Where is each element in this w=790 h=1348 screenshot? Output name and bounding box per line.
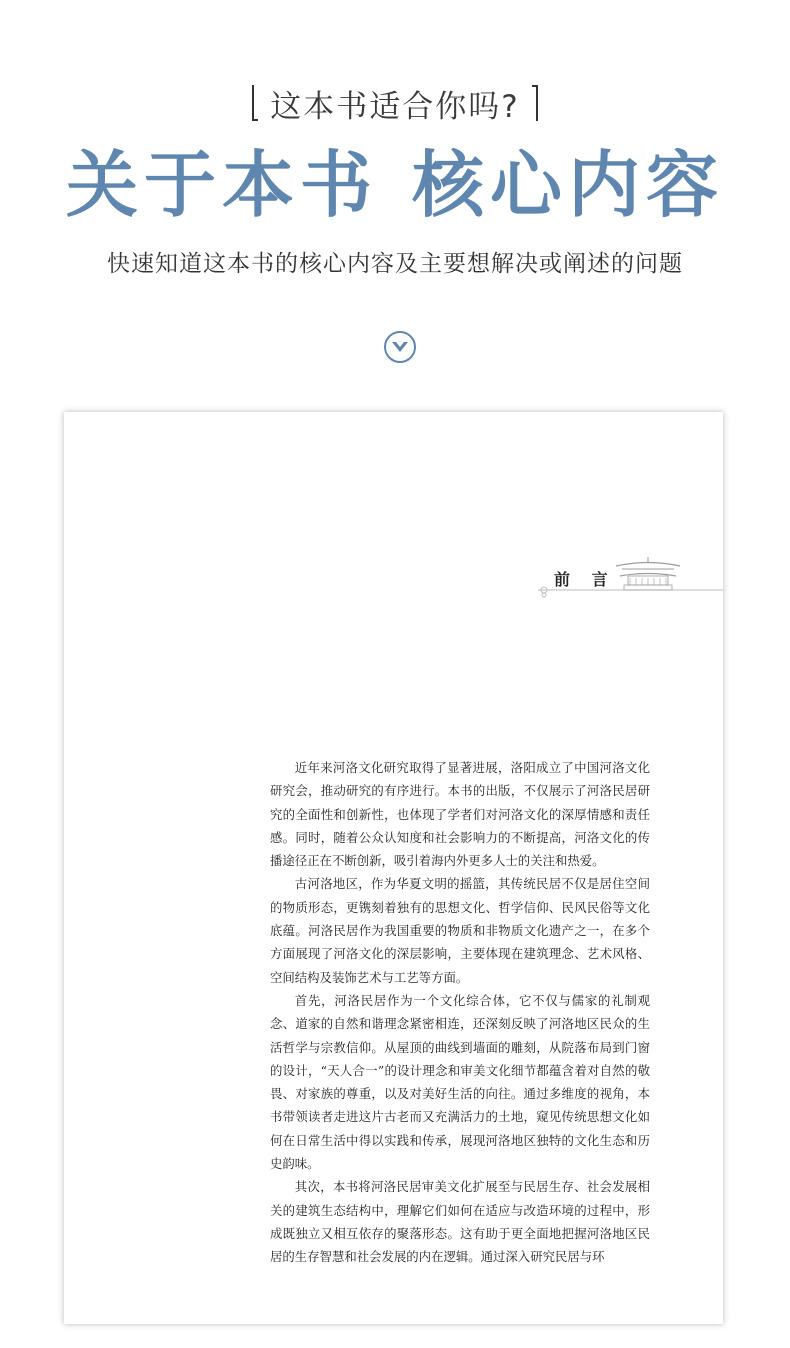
right-bracket: [532, 85, 538, 121]
title-part-core-content: 核心内容: [412, 142, 725, 227]
left-bracket: [252, 85, 258, 121]
preface-title: 前 言: [554, 570, 616, 589]
paragraph: 首先，河洛民居作为一个文化综合体，它不仅与儒家的礼制观念、道家的自然和谐理念紧密相连，还深刻反映了河洛地区民众的生活哲学与宗教信仰。从屋顶的曲线到墙面的雕刻，从院落布局到门窗的设计，“天人合一”的设计理念和审美文化细节都蕴含着对自然的敬畏、对家族的尊重，以及对美好生活的向往。通过多维度的视角，本书带领读者走进这片古老而又充满活力的土地，窥见传统思想文化如何在日常生活中得以实践和传承，展现河洛地区独特的文化生态和历史韵味。: [270, 992, 650, 1172]
title-part-about-book: 关于本书: [65, 142, 378, 227]
paragraph: 其次，本书将河洛民居审美文化扩展至与民居生存、社会发展相关的建筑生态结构中，理解它们如何在适应与改造环境的过程中，形成既独立又相互依存的聚落形态。这有助于更全面地把握河洛地区民居的生存智慧和社会发展的内在逻辑。通过深入研究民居与环: [270, 1179, 650, 1265]
header-tag: [0, 80, 790, 126]
book-page: [64, 412, 723, 1324]
subtitle: 快速知道这本书的核心内容及主要想解决或阐述的问题: [107, 251, 683, 277]
preface-body: [270, 756, 650, 1269]
header-tag-text: 这本书适合你吗?: [270, 88, 520, 125]
paragraph: 古河洛地区，作为华夏文明的摇篮，其传统民居不仅是居住空间的物质形态，更镌刻着独有的思想文化、哲学信仰、民风民俗等文化底蕴。河洛民居作为我国重要的物质和非物质文化遗产之一，在多个方面展现了河洛文化的深层影响，主要体现在建筑理念、艺术风格、空间结构及装饰艺术与工艺等方面。: [270, 876, 650, 985]
main-title: [0, 140, 790, 230]
paragraph: 近年来河洛文化研究取得了显著进展，洛阳成立了中国河洛文化研究会，推动研究的有序进行。本书的出版，不仅展示了河洛民居研究的全面性和创新性，也体现了学者们对河洛文化的深厚情感和责任感。同时，随着公众认知度和社会影响力的不断提高，河洛文化的传播途径正在不断创新，吸引着海内外更多人士的关注和热爱。: [270, 760, 650, 869]
chevron-down-circle-icon[interactable]: [383, 330, 417, 364]
